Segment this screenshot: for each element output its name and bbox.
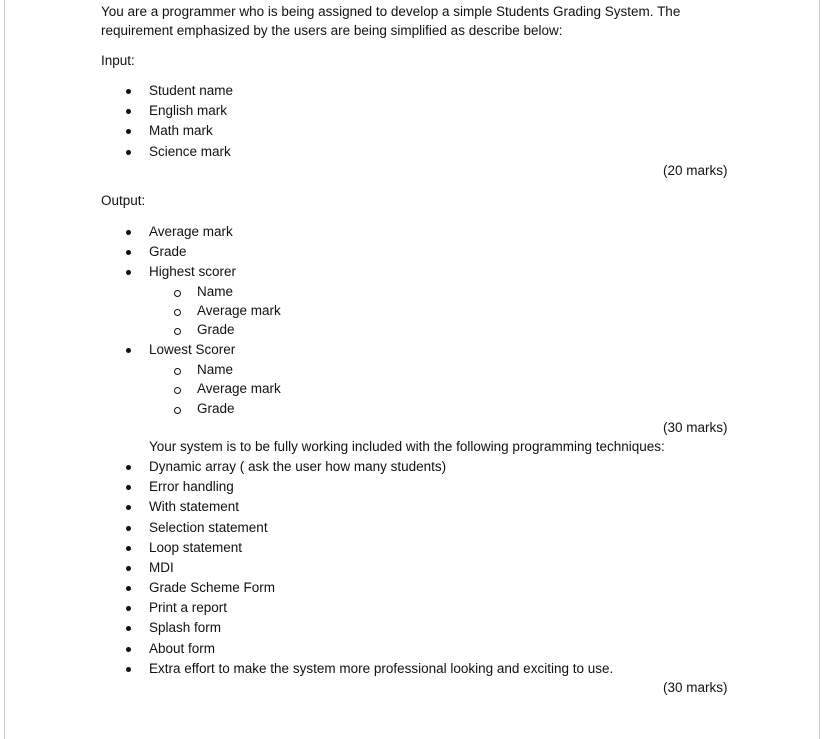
bullet-icon	[126, 566, 131, 571]
bullet-icon	[126, 505, 131, 510]
bullet-icon	[126, 230, 131, 235]
bullet-icon	[126, 150, 131, 155]
bullet-icon	[126, 250, 131, 255]
hollow-bullet-icon	[174, 309, 181, 316]
technique-item: Grade Scheme Form	[149, 580, 276, 595]
hollow-bullet-icon	[174, 290, 181, 297]
output-heading: Output:	[101, 193, 146, 208]
technique-item: Loop statement	[149, 540, 243, 555]
bullet-icon	[126, 129, 131, 134]
highest-sub-item: Average mark	[197, 303, 281, 318]
bullet-icon	[126, 109, 131, 114]
output-item: Lowest Scorer	[149, 342, 236, 357]
technique-item: Print a report	[149, 600, 228, 615]
bullet-icon	[126, 348, 131, 353]
intro-line-1: You are a programmer who is being assigned to develop a simple Students Grading System. The	[101, 4, 681, 19]
output-item: Average mark	[149, 224, 233, 239]
input-item: Science mark	[149, 144, 231, 159]
technique-item: Error handling	[149, 479, 234, 494]
technique-item: MDI	[149, 560, 174, 575]
input-item: Math mark	[149, 123, 213, 138]
hollow-bullet-icon	[174, 387, 181, 394]
lowest-sub-item: Average mark	[197, 381, 281, 396]
technique-item: Selection statement	[149, 520, 268, 535]
technique-item: Splash form	[149, 620, 222, 635]
highest-sub-item: Name	[197, 284, 234, 299]
hollow-bullet-icon	[174, 407, 181, 414]
technique-item: With statement	[149, 499, 240, 514]
input-heading: Input:	[101, 53, 135, 68]
bullet-icon	[126, 626, 131, 631]
bullet-icon	[126, 89, 131, 94]
bullet-icon	[126, 465, 131, 470]
output-item: Highest scorer	[149, 264, 237, 279]
bullet-icon	[126, 546, 131, 551]
bullet-icon	[126, 586, 131, 591]
bullet-icon	[126, 526, 131, 531]
techniques-intro: Your system is to be fully working included with the following programming techniques:	[149, 439, 665, 454]
input-marks: (20 marks)	[663, 163, 728, 178]
input-item: English mark	[149, 103, 228, 118]
output-marks: (30 marks)	[663, 420, 728, 435]
hollow-bullet-icon	[174, 328, 181, 335]
output-item: Grade	[149, 244, 187, 259]
lowest-sub-item: Name	[197, 362, 234, 377]
input-item: Student name	[149, 83, 234, 98]
highest-sub-item: Grade	[197, 322, 235, 337]
technique-item: About form	[149, 641, 216, 656]
bullet-icon	[126, 667, 131, 672]
bullet-icon	[126, 270, 131, 275]
lowest-sub-item: Grade	[197, 401, 235, 416]
bullet-icon	[126, 606, 131, 611]
bullet-icon	[126, 485, 131, 490]
bullet-icon	[126, 647, 131, 652]
intro-line-2: requirement emphasized by the users are being simplified as describe below:	[101, 23, 563, 38]
hollow-bullet-icon	[174, 368, 181, 375]
technique-item: Extra effort to make the system more professional looking and exciting to use.	[149, 661, 614, 676]
technique-item: Dynamic array ( ask the user how many students)	[149, 459, 447, 474]
techniques-marks: (30 marks)	[663, 680, 728, 695]
